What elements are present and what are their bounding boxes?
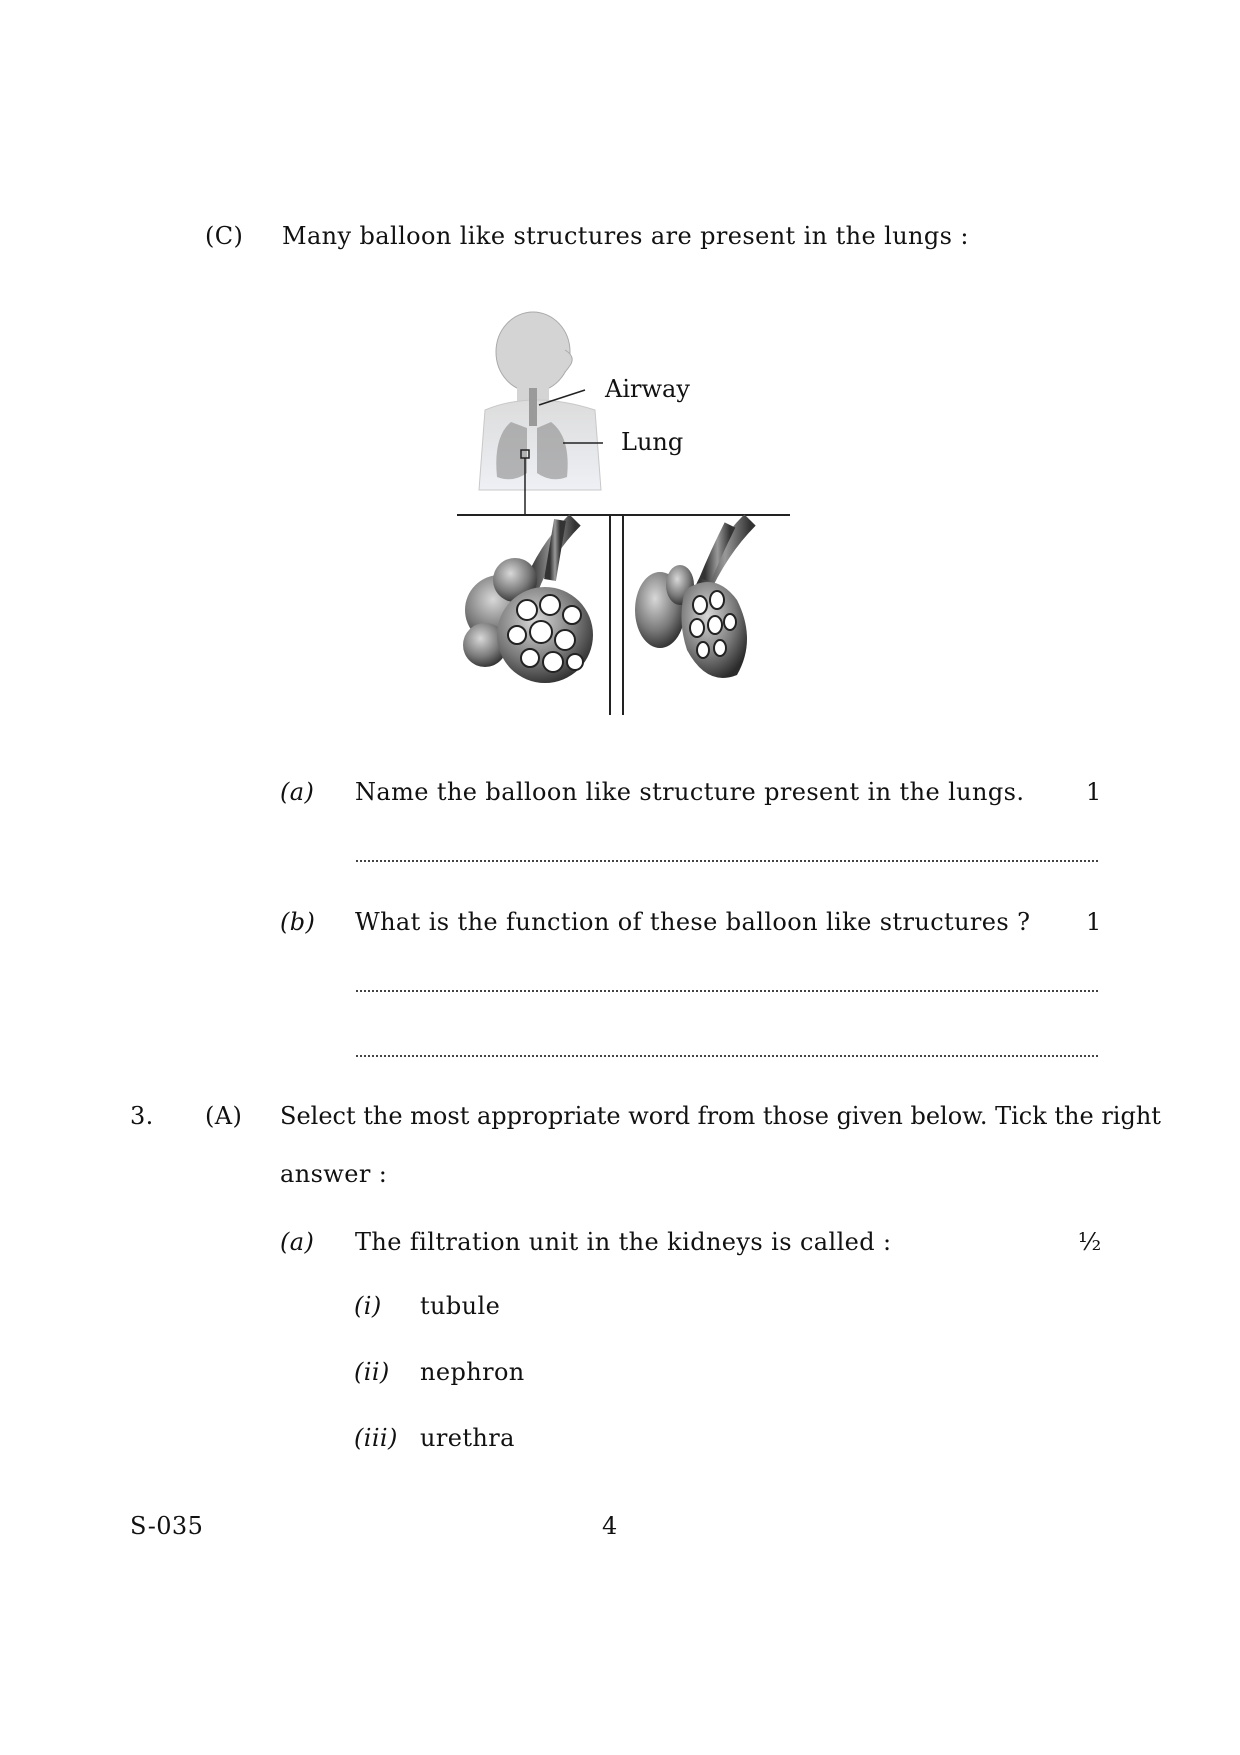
lung-alveoli-figure xyxy=(455,310,795,724)
part-c-a-text: Name the balloon like structure present in the lungs. xyxy=(355,778,1025,806)
alveoli-cluster-left xyxy=(463,520,593,683)
part-c-b-marks: 1 xyxy=(1086,908,1102,936)
lung-label: Lung xyxy=(621,428,684,456)
answer-line[interactable] xyxy=(356,1055,1098,1057)
question-3-prompt: Select the most appropriate word from those given below. Tick the right xyxy=(280,1102,1161,1130)
part-c-a-marks: 1 xyxy=(1086,778,1102,806)
option-text[interactable]: urethra xyxy=(420,1424,515,1452)
option-label: (i) xyxy=(354,1292,382,1320)
option-label: (iii) xyxy=(354,1424,398,1452)
paper-code: S-035 xyxy=(130,1512,204,1540)
part-c-a-label: (a) xyxy=(280,778,315,806)
option-text[interactable]: nephron xyxy=(420,1358,525,1386)
option-text[interactable]: tubule xyxy=(420,1292,501,1320)
page-number: 4 xyxy=(602,1512,618,1540)
option-label: (ii) xyxy=(354,1358,390,1386)
part-c-b-text: What is the function of these balloon like structures ? xyxy=(355,908,1031,936)
q3-a-text: The filtration unit in the kidneys is called : xyxy=(355,1228,892,1256)
section-c-prompt: Many balloon like structures are present in the lungs : xyxy=(282,222,969,250)
answer-line[interactable] xyxy=(356,860,1098,862)
airway-label: Airway xyxy=(605,375,690,403)
q3-a-marks: ½ xyxy=(1078,1228,1102,1256)
question-3-label: (A) xyxy=(205,1102,243,1130)
child-silhouette xyxy=(479,312,601,490)
lung-diagram xyxy=(455,310,795,720)
section-c-label: (C) xyxy=(205,222,244,250)
q3-a-label: (a) xyxy=(280,1228,315,1256)
answer-line[interactable] xyxy=(356,990,1098,992)
question-3-number: 3. xyxy=(130,1102,154,1130)
part-c-b-label: (b) xyxy=(280,908,316,936)
question-3-prompt-cont: answer : xyxy=(280,1160,388,1188)
alveoli-cluster-right xyxy=(635,520,750,678)
